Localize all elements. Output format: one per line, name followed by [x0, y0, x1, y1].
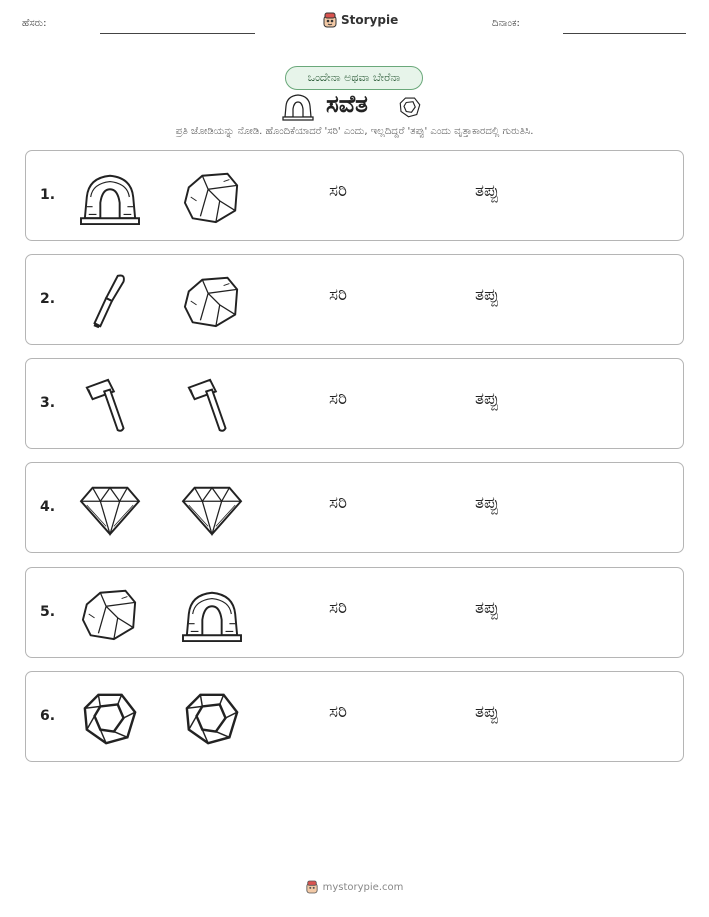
option-true[interactable]: ಸರಿ [329, 181, 348, 201]
brand-logo [323, 12, 398, 28]
worksheet-type-badge: ಒಂದೇನಾ ಅಥವಾ ಬೇರೆನಾ [285, 66, 423, 90]
question-number: 6. [40, 708, 56, 724]
question-row [25, 254, 684, 345]
instruction-text: ಪ್ರತಿ ಜೋಡಿಯನ್ನು ನೋಡಿ. ಹೊಂದಿಕೆಯಾದರೆ 'ಸರಿ' ಎಂದು, ಇಲ್ಲದಿದ್ದರೆ 'ತಪ್ಪು' ಎಂದು ವೃತ್ತಾಕಾರದಲ್ಲಿ ಗುರುತಿಸಿ. [175, 126, 534, 137]
question-row [25, 671, 684, 762]
question-number: 4. [40, 499, 56, 515]
date-line[interactable] [563, 33, 686, 34]
option-true[interactable]: ಸರಿ [329, 493, 348, 513]
rock-arch-icon [79, 168, 141, 226]
name-label: ಹೆಸರು: [22, 18, 47, 29]
crystal-icon [398, 95, 422, 119]
question-number: 5. [40, 604, 56, 620]
chisel-icon [79, 272, 141, 330]
rock-icon [79, 585, 141, 643]
crystal-icon [79, 689, 141, 747]
brand-name: Storypie [341, 13, 399, 27]
question-row [25, 150, 684, 241]
hammer-icon [79, 376, 141, 434]
option-true[interactable]: ಸರಿ [329, 702, 348, 722]
name-line[interactable] [100, 33, 255, 34]
question-row [25, 358, 684, 449]
question-number: 2. [40, 291, 56, 307]
hammer-icon [181, 376, 243, 434]
option-false[interactable]: ತಪ್ಪು [475, 598, 500, 618]
option-true[interactable]: ಸರಿ [329, 598, 348, 618]
option-false[interactable]: ತಪ್ಪು [475, 181, 500, 201]
option-false[interactable]: ತಪ್ಪು [475, 702, 500, 722]
option-true[interactable]: ಸರಿ [329, 389, 348, 409]
rock-icon [181, 272, 243, 330]
option-false[interactable]: ತಪ್ಪು [475, 493, 500, 513]
rock-arch-icon [282, 90, 314, 122]
diamond-icon [79, 480, 141, 538]
question-row [25, 567, 684, 658]
footer [0, 880, 709, 894]
rock-arch-icon [181, 585, 243, 643]
option-false[interactable]: ತಪ್ಪು [475, 389, 500, 409]
question-number: 1. [40, 187, 56, 203]
option-false[interactable]: ತಪ್ಪು [475, 285, 500, 305]
storypie-mascot-icon [306, 880, 318, 894]
question-number: 3. [40, 395, 56, 411]
question-row [25, 462, 684, 553]
title-row [0, 90, 709, 124]
footer-url[interactable]: mystorypie.com [322, 881, 404, 893]
worksheet-title: ಸವೆತ [326, 90, 368, 118]
storypie-mascot-icon [323, 12, 337, 28]
rock-icon [181, 168, 243, 226]
option-true[interactable]: ಸರಿ [329, 285, 348, 305]
diamond-icon [181, 480, 243, 538]
date-label: ದಿನಾಂಕ: [492, 18, 520, 29]
crystal-icon [181, 689, 243, 747]
